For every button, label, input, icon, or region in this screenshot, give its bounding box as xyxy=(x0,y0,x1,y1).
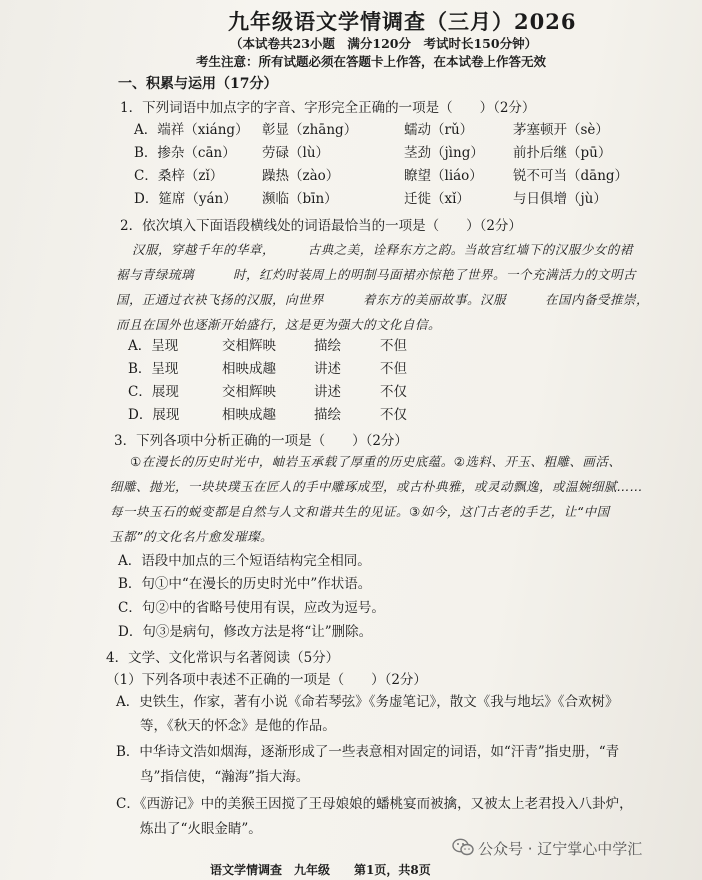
q2-option-a-2: 交相辉映 xyxy=(222,338,276,354)
q2-option-d-1: D．展现 xyxy=(128,407,180,423)
q1-option-b-4: 前扑后继（pū） xyxy=(513,145,612,161)
q1-option-b-2: 劳碌（lù） xyxy=(262,145,330,161)
exam-meta: （本试卷共23小题 满分120分 考试时长150分钟） xyxy=(230,36,538,51)
q3-option-a: A．语段中加点的三个短语结构完全相同。 xyxy=(118,553,371,569)
q2-option-b-3: 讲述 xyxy=(314,361,341,377)
page-footer: 语文学情调查 九年级 第1页，共8页 xyxy=(210,863,431,877)
q1-option-c-1: C．桑梓（zǐ） xyxy=(134,168,224,184)
q2-option-a-4: 不但 xyxy=(380,338,407,354)
q1-option-a-1: A．端祥（xiáng） xyxy=(134,122,249,138)
q1-option-d-2: 濒临（bīn） xyxy=(262,191,338,207)
q2-option-a-1: A．呈现 xyxy=(128,338,179,354)
q2-option-a-3: 描绘 xyxy=(314,338,341,354)
q1-option-b-3: 茎劲（jìng） xyxy=(404,145,484,161)
q3-option-b: B．句①中“在漫长的历史时光中”作状语。 xyxy=(118,576,372,592)
question-1-stem: 1．下列词语中加点字的字音、字形完全正确的一项是（ ）（2分） xyxy=(120,100,536,116)
q2-option-c-2: 交相辉映 xyxy=(222,384,276,400)
q1-option-d-4: 与日俱增（jù） xyxy=(513,191,607,207)
q3-passage-line-3: 每一块玉石的蜕变都是自然与人文和谐共生的见证。③如今，这门古老的手艺，让“中国 xyxy=(110,504,610,519)
q2-option-c-4: 不仅 xyxy=(380,384,407,400)
question-2-stem: 2．依次填入下面语段横线处的词语最恰当的一项是（ ）（2分） xyxy=(120,218,522,234)
q2-option-b-4: 不但 xyxy=(380,361,407,377)
q2-passage-line-1: 汉服，穿越千年的华章， 古典之美，诠释东方之韵。当故宫红墙下的汉服少女的裙 xyxy=(132,242,633,257)
q1-option-d-1: D．筵席（yán） xyxy=(134,191,237,207)
watermark: 公众号 · 辽宁掌心中学汇 xyxy=(478,840,643,858)
q2-option-d-2: 相映成趣 xyxy=(222,407,276,423)
q4-option-a-line-2: 等，《秋天的怀念》是他的作品。 xyxy=(140,718,336,734)
q1-option-c-2: 躁热（zào） xyxy=(262,168,340,184)
q1-option-b-1: B．掺杂（cān） xyxy=(134,145,236,161)
q4-option-b-line-1: B．中华诗文浩如烟海，逐渐形成了一些表意相对固定的词语，如“汗青”指史册，“青 xyxy=(116,744,620,760)
q2-option-b-2: 相映成趣 xyxy=(222,361,276,377)
q4-option-c-line-1: C．《西游记》中的美猴王因搅了王母娘娘的蟠桃宴而被擒，又被太上老君投入八卦炉， xyxy=(116,796,633,812)
q4-option-a-line-1: A．史铁生，作家，著有小说《命若琴弦》《务虚笔记》，散文《我与地坛》《合欢树》 xyxy=(116,694,619,710)
q1-option-a-4: 茅塞顿开（sè） xyxy=(513,122,609,138)
q1-option-c-3: 瞭望（liáo） xyxy=(404,168,483,184)
q4-option-c-line-2: 炼出了“火眼金睛”。 xyxy=(140,821,262,837)
exam-notice: 考生注意：所有试题必须在答题卡上作答，在本试卷上作答无效 xyxy=(196,54,547,69)
q3-option-d: D．句③是病句，修改方法是将“让”删除。 xyxy=(118,624,373,640)
q2-option-d-3: 描绘 xyxy=(314,407,341,423)
q2-passage-line-4: 而且在国外也逐渐开始盛行，这是更为强大的文化自信。 xyxy=(116,317,442,332)
q1-option-c-4: 锐不可当（dāng） xyxy=(513,168,629,184)
q2-passage-line-3: 国，正通过衣袂飞扬的汉服，向世界 着东方的美丽故事。汉服 在国内备受推崇， xyxy=(116,292,650,307)
page-title: 九年级语文学情调查（三月）2026 xyxy=(228,9,577,34)
question-4-stem: 4．文学、文化常识与名著阅读（5分） xyxy=(106,650,340,666)
q3-passage-line-2: 细雕、抛光，一块块璞玉在匠人的手中雕琢成型，或古朴典雅，或灵动飘逸，或温婉细腻…… xyxy=(110,479,644,494)
question-3-stem: 3．下列各项中分析正确的一项是（ ）（2分） xyxy=(114,433,408,449)
question-4-sub-1: （1）下列各项中表述不正确的一项是（ ）（2分） xyxy=(106,672,427,688)
q2-option-d-4: 不仅 xyxy=(380,407,407,423)
q3-passage-line-4: 玉都”的文化名片愈发璀璨。 xyxy=(110,529,273,544)
q2-option-c-3: 讲述 xyxy=(314,384,341,400)
q1-option-d-3: 迁徙（xǐ） xyxy=(404,191,470,207)
q1-option-a-3: 蠕动（rǔ） xyxy=(404,122,474,138)
q2-passage-line-2: 裾与青绿琉璃 时，红灼时装周上的明制马面裙亦惊艳了世界。一个充满活力的文明古 xyxy=(116,267,637,282)
q3-passage-line-1: ①在漫长的历史时光中，岫岩玉承载了厚重的历史底蕴。②选料、开玉、粗雕、画活、 xyxy=(130,454,622,469)
q3-option-c: C．句②中的省略号使用有误，应改为逗号。 xyxy=(118,600,385,616)
q1-option-a-2: 彰显（zhāng） xyxy=(262,122,358,138)
q4-option-b-line-2: 鸟”指信使，“瀚海”指大海。 xyxy=(140,769,310,785)
q2-option-c-1: C．展现 xyxy=(128,384,179,400)
section-heading: 一、积累与运用（17分） xyxy=(118,76,278,92)
q2-option-b-1: B．呈现 xyxy=(128,361,179,377)
wechat-icon xyxy=(452,838,474,856)
